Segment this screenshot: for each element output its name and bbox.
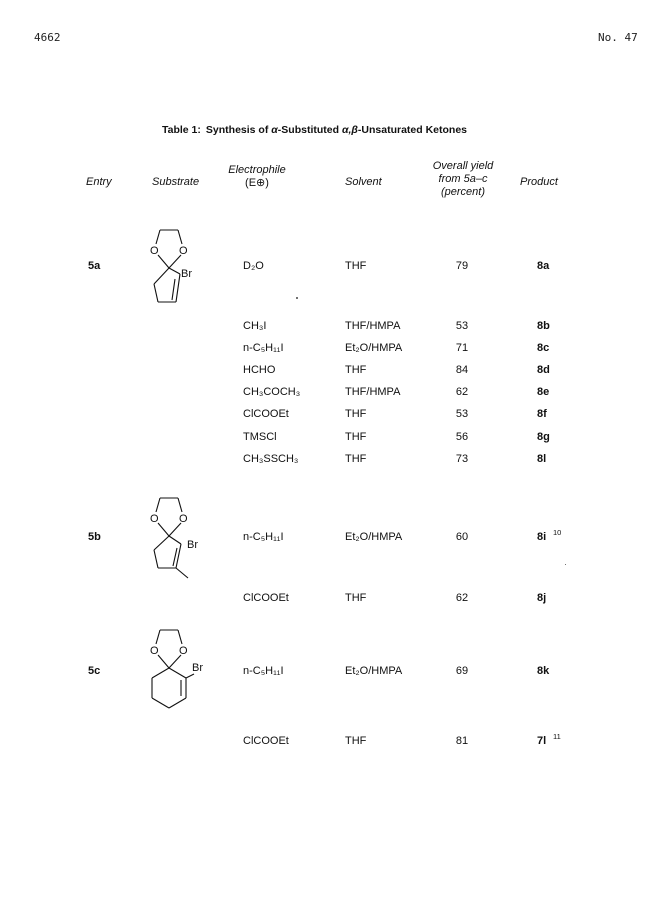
product-cell: 8e <box>537 386 550 398</box>
structure-5a <box>130 218 210 318</box>
product-cell: 8c <box>537 342 550 354</box>
structure-5a-oxygen-right: O <box>179 245 188 257</box>
structure-5c <box>130 624 214 728</box>
title-prefix: Synthesis of <box>205 124 272 136</box>
yield-cell: 62 <box>455 592 469 604</box>
solvent-cell: THF <box>345 735 367 747</box>
yield-cell: 84 <box>455 364 469 376</box>
reference-superscript: 10 <box>553 528 562 537</box>
header-electrophile <box>222 164 292 190</box>
electrophile-cell: HCHO <box>243 364 276 376</box>
product-cell: 8b <box>537 320 550 332</box>
header-yield-line3: (percent) <box>440 186 486 198</box>
header-solvent: Solvent <box>345 176 382 188</box>
solvent-cell: THF <box>345 408 367 420</box>
solvent-cell: Et₂O/HMPA <box>345 665 403 677</box>
product-cell: 8a <box>537 260 550 272</box>
header-yield-line1: Overall yield <box>432 160 494 172</box>
title-mid: -Substituted <box>277 124 342 136</box>
yield-cell: 60 <box>455 531 469 543</box>
electrophile-cell: ClCOOEt <box>243 592 289 604</box>
title-alpha-beta: α,β <box>341 124 358 136</box>
solvent-cell: THF <box>345 592 367 604</box>
electrophile-cell: CH₃SSCH₃ <box>243 453 299 465</box>
solvent-cell: THF <box>345 364 367 376</box>
yield-cell: 81 <box>455 735 469 747</box>
header-electrophile-line2: (E⊕) <box>245 177 269 189</box>
structure-5b-oxygen-left: O <box>150 513 159 525</box>
product-cell: 8l <box>537 453 547 465</box>
electrophile-cell: TMSCl <box>243 431 277 443</box>
solvent-cell: Et₂O/HMPA <box>345 531 403 543</box>
yield-cell: 53 <box>455 408 469 420</box>
structure-5b-oxygen-right: O <box>179 513 188 525</box>
solvent-cell: THF <box>345 431 367 443</box>
issue-number: No. 47 <box>598 31 638 44</box>
product-cell: 8g <box>537 431 550 443</box>
electrophile-cell: CH₃COCH₃ <box>243 386 301 398</box>
entry-cell: 5c <box>88 665 101 677</box>
table-label: Table 1: <box>162 124 201 136</box>
reference-superscript: 11 <box>553 732 561 741</box>
header-yield-line2: from 5a–c <box>438 173 488 185</box>
yield-cell: 56 <box>455 431 469 443</box>
structure-5c-bromine: Br <box>192 662 203 674</box>
entry-cell: 5b <box>88 531 101 543</box>
header-entry: Entry <box>86 176 112 188</box>
solvent-cell: THF/HMPA <box>345 320 401 332</box>
yield-cell: 53 <box>455 320 469 332</box>
structure-5c-oxygen-left: O <box>150 645 159 657</box>
header-product: Product <box>520 176 558 188</box>
page-number: 4662 <box>34 31 61 44</box>
solvent-cell: THF <box>345 453 367 465</box>
yield-cell: 69 <box>455 665 469 677</box>
electrophile-cell: ClCOOEt <box>243 408 289 420</box>
electrophile-cell: ClCOOEt <box>243 735 289 747</box>
electrophile-cell: n-C₅H₁₁I <box>243 342 284 354</box>
entry-cell: 5a <box>88 260 101 272</box>
title-alpha: α <box>271 124 278 136</box>
structure-5a-oxygen-left: O <box>150 245 159 257</box>
header-yield <box>418 160 508 199</box>
title-suffix: -Unsaturated Ketones <box>357 124 468 136</box>
header-substrate: Substrate <box>152 176 200 188</box>
product-cell: 8i <box>537 531 547 543</box>
product-cell: 8j <box>537 592 547 604</box>
structure-5b-bromine: Br <box>187 539 198 551</box>
solvent-cell: THF/HMPA <box>345 386 401 398</box>
electrophile-cell: n-C₅H₁₁I <box>243 531 284 543</box>
product-cell: 8k <box>537 665 550 677</box>
yield-cell: 71 <box>455 342 469 354</box>
yield-cell: 62 <box>455 386 469 398</box>
structure-5c-oxygen-right: O <box>179 645 188 657</box>
electrophile-cell: CH₃I <box>243 320 267 332</box>
structure-5b <box>130 492 214 592</box>
scan-speck <box>565 564 566 565</box>
solvent-cell: Et₂O/HMPA <box>345 342 403 354</box>
table-title <box>162 124 467 136</box>
solvent-cell: THF <box>345 260 367 272</box>
product-cell: 7l <box>537 735 547 747</box>
electrophile-cell: D₂O <box>243 260 264 272</box>
yield-cell: 73 <box>455 453 469 465</box>
scan-speck <box>296 297 298 299</box>
header-electrophile-line1: Electrophile <box>228 164 286 176</box>
product-cell: 8d <box>537 364 550 376</box>
electrophile-cell: n-C₅H₁₁I <box>243 665 284 677</box>
structure-5a-bromine: Br <box>181 268 192 280</box>
product-cell: 8f <box>537 408 547 420</box>
yield-cell: 79 <box>455 260 469 272</box>
